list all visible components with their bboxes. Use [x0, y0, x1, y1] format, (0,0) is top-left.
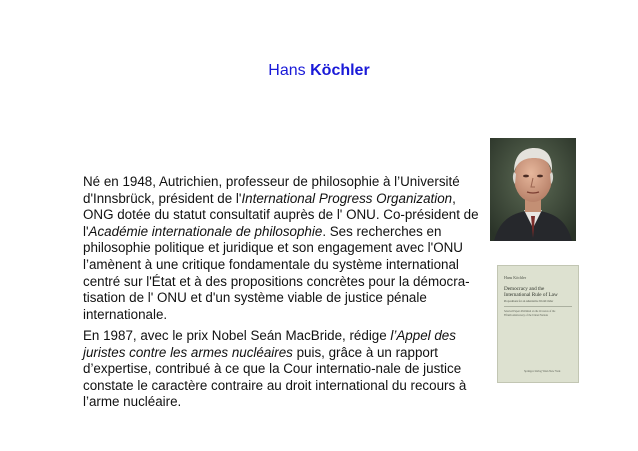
paragraph-text: En 1987, avec le prix Nobel Seán MacBride, rédige: [83, 328, 391, 343]
paragraph-text: , ONG dotée du statut consultatif auprès de l' ONU. Co-président de l': [83, 190, 479, 239]
biography-paragraph: [83, 174, 483, 323]
book-description: Selected Papers Published on the Occasion of the Fiftieth Anniversary of the United Nations: [504, 310, 556, 317]
book-cover: [497, 265, 579, 383]
organization-name: International Progress Organization: [241, 190, 453, 206]
book-imprint: Springer-Verlag Wien New York: [524, 370, 561, 373]
title-first-name: Hans: [268, 62, 306, 79]
portrait-image: [490, 138, 576, 241]
academy-name: Académie internationale de philosophie: [88, 223, 323, 239]
title-last-name: Köchler: [310, 62, 370, 79]
career-paragraph: [83, 328, 483, 411]
book-subtitle: Propositions for an Alternative World Order: [504, 300, 554, 303]
book-title: Democracy and the International Rule of Law: [504, 286, 558, 298]
page-title: [0, 62, 638, 80]
appeal-title: l’Appel des juristes contre les armes nucléaires: [83, 328, 456, 360]
book-author: Hans Köchler: [504, 275, 527, 280]
paragraph-text: puis, grâce à un rapport d’expertise, contribué à ce que la Cour internatio-nale de justice constate le caractère contraire au droit international du recours à l’arme nucléaire.: [83, 344, 467, 410]
portrait-photo: [490, 138, 576, 241]
paragraph-text: Né en 1948, Autrichien, professeur de philosophie à l’Université d'Innsbrück, président de l': [83, 174, 460, 206]
paragraph-text: . Ses recherches en philosophie politique et juridique et son engagement avec l'ONU l’amènent à une critique fondamentale du système international centré sur l'État et à des propositions concrètes pour la démocra-tisation de l' ONU et d'un système viable de justice pénale internationale.: [83, 223, 470, 322]
book-cover-image: [498, 266, 578, 382]
